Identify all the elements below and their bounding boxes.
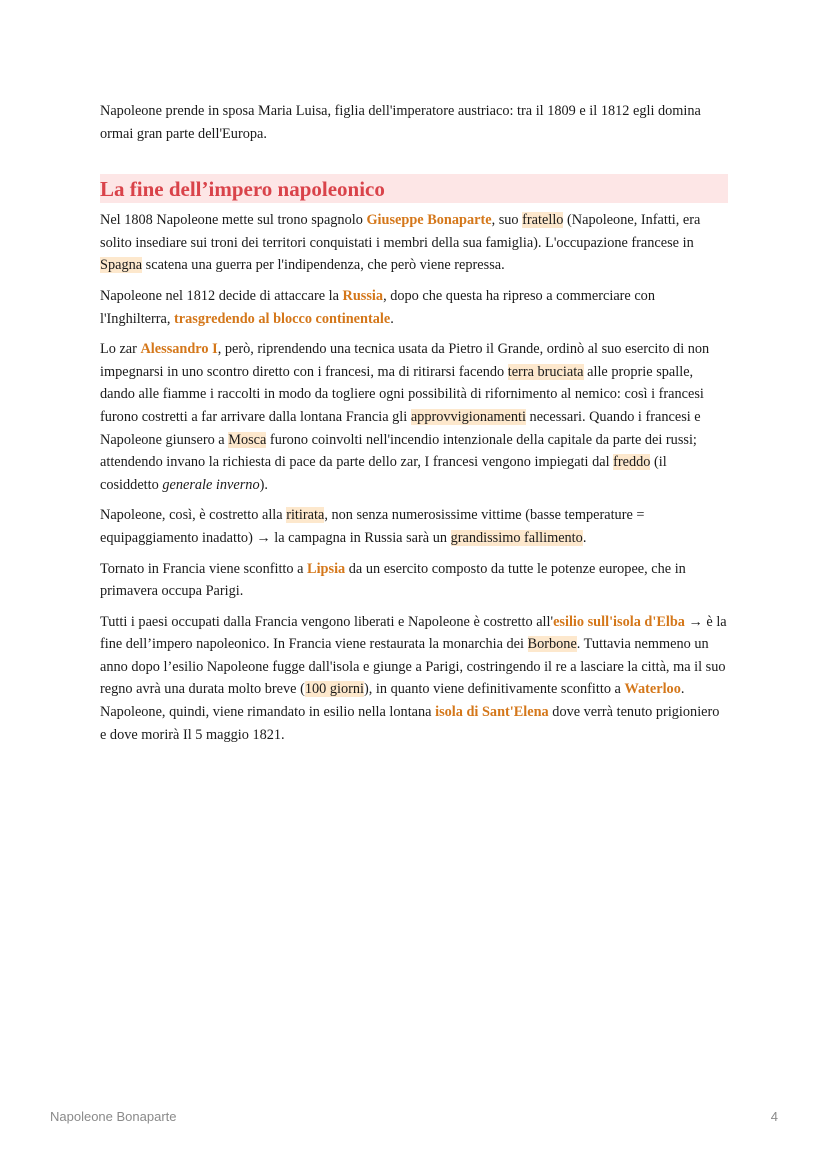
paragraph-russia: Napoleone nel 1812 decide di attaccare la Russia, dopo che questa ha ripreso a commerciare con l'Inghilterra, trasgredendo al blocco continentale. [100,287,655,327]
highlight-terra-bruciata: terra bruciata [507,363,584,380]
intro-paragraph: Napoleone prende in sposa Maria Luisa, figlia dell'imperatore austriaco: tra il 1809 e il 1812 egli domina ormai gran parte dell'Europa. [100,103,701,142]
highlight-grandissimo-fallimento: grandissimo fallimento [450,529,583,546]
highlight-freddo: freddo [613,454,651,471]
keyword-russia: Russia [342,287,384,304]
paragraph-alessandro: Lo zar Alessandro I, però, riprendendo una tecnica usata da Pietro il Grande, ordinò al suo esercito di non impegnarsi in uno scontro diretto con i francesi, ma di ritirarsi facendo terra bruciata alle proprie spalle, dando alle fiamme i raccolti in modo da togliere ogni possibilità di rifornimento al nemico: così i francesi furono costretti a far arrivare dalla lontana Francia gli approvvigionamenti necessari. Quando i francesi e Napoleone giunsero a Mosca furono coinvolti nell'incendio intenzionale della capitale da parte dei russi; attendendo invano la richiesta di pace da parte dello zar, I francesi vengono impiegati dal freddo (il cosiddetto generale inverno). [100,341,710,493]
paragraph-elba-waterloo: Tutti i paesi occupati dalla Francia vengono liberati e Napoleone è costretto all'esilio sull'isola d'Elba → è la fine dell’impero napoleonico. In Francia viene restaurata la monarchia dei Borbone. Tuttavia nemmeno un anno dopo l’esilio Napoleone fugge dall'isola e giunge a Parigi, costringendo il re a lasciare la città, ma il suo regno avrà una durata molto breve (100 giorni), in quanto viene definitivamente sconfitto a Waterloo. Napoleone, quindi, viene rimandato in esilio nella lontana isola di Sant'Elena dove verrà tenuto prigioniero e dove morirà Il 5 maggio 1821. [100,613,727,743]
keyword-giuseppe-bonaparte: Giuseppe Bonaparte [366,212,492,229]
paragraph-spain: Nel 1808 Napoleone mette sul trono spagnolo Giuseppe Bonaparte, suo fratello (Napoleone, Infatti, era solito insediare sui troni dei territori conquistati i membri della sua famiglia). L'occupazione francese in Spagna scatena una guerra per l'indipendenza, che però viene repressa. [100,212,701,274]
footer-title: Napoleone Bonaparte [50,1109,177,1124]
highlight-ritirata: ritirata [286,507,325,524]
section-heading: La fine dell’impero napoleonico [100,174,728,203]
keyword-sant-elena: isola di Sant'Elena [435,704,549,721]
page-content [100,100,728,754]
highlight-spagna: Spagna [100,257,143,274]
highlight-approvvigionamenti: approvvigionamenti [410,408,526,425]
footer-page-number: 4 [770,1109,778,1124]
keyword-waterloo: Waterloo [624,681,681,698]
keyword-blocco-continentale: trasgredendo al blocco continentale [174,310,391,327]
keyword-esilio-elba: esilio sull'isola d'Elba [553,613,685,630]
highlight-100-giorni: 100 giorni [304,681,365,698]
keyword-lipsia: Lipsia [307,560,346,577]
emphasis-generale-inverno: generale inverno [162,476,260,493]
paragraph-ritirata: Napoleone, così, è costretto alla ritirata, non senza numerosissime vittime (basse temperature = equipaggiamento inadatto) → la campagna in Russia sarà un grandissimo fallimento. [100,507,645,546]
keyword-alessandro-i: Alessandro I [140,341,218,358]
paragraph-lipsia: Tornato in Francia viene sconfitto a Lipsia da un esercito composto da tutte le potenze europee, che in primavera occupa Parigi. [100,560,686,600]
highlight-mosca: Mosca [228,431,267,448]
highlight-fratello: fratello [522,212,564,229]
highlight-borbone: Borbone [527,636,577,653]
